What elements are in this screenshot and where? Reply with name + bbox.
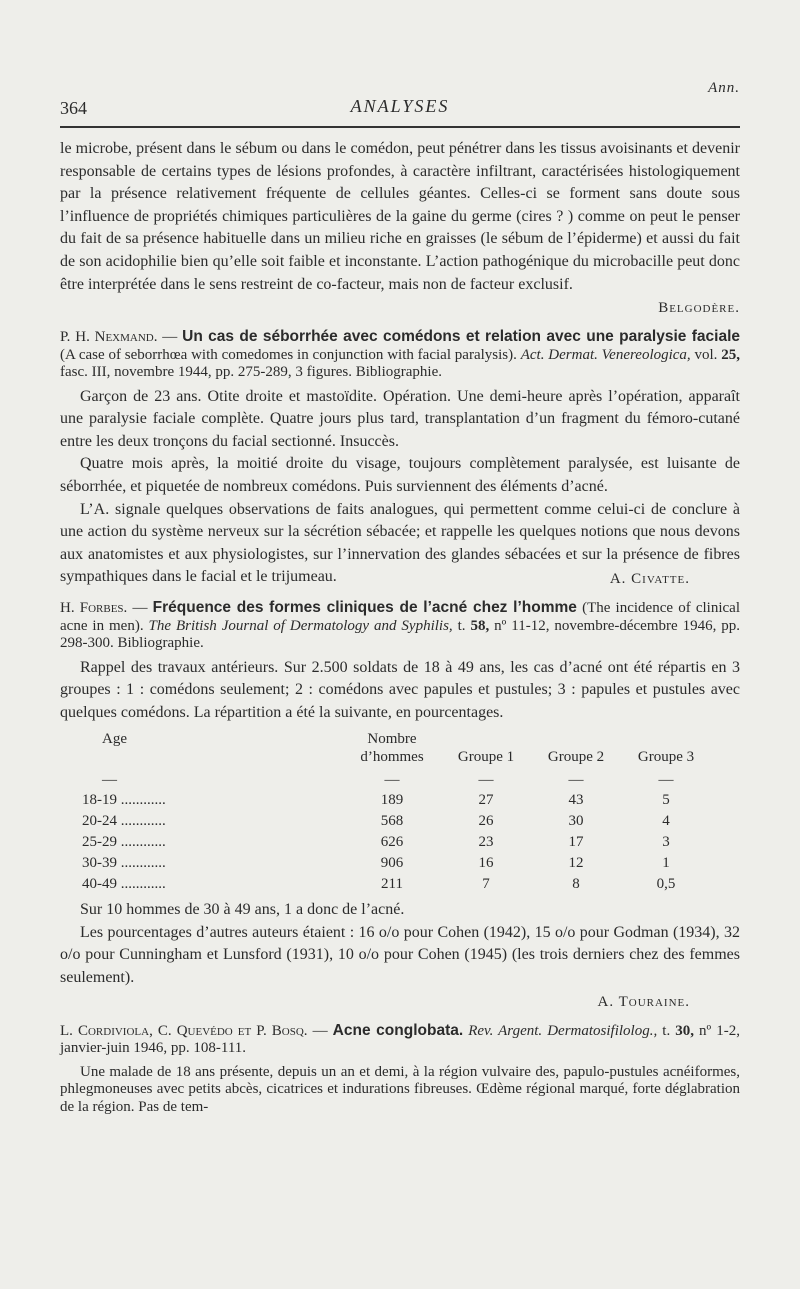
- age-cell: 30-39 ............: [82, 855, 166, 872]
- citation-details: nº 1-2, janvier-juin 1946, pp. 108-111.: [60, 1022, 741, 1057]
- review-cordiviola-reference: [60, 1022, 740, 1058]
- dash-cell: —: [568, 772, 584, 789]
- signature-civatte: A. Civatte.: [609, 571, 690, 587]
- citation-details: fasc. III, novembre 1944, pp. 275-289, 3 figures. Bibliographie.: [60, 364, 442, 381]
- page-content: [60, 138, 740, 1116]
- volume-prefix: t.: [452, 617, 471, 634]
- dash-cell: —: [478, 772, 494, 789]
- men-count-cell: 906: [380, 855, 404, 872]
- dash-cell: —: [658, 772, 674, 789]
- review-title: Un cas de séborrhée avec comédons et relation avec une paralysie faciale: [182, 328, 741, 346]
- review-paragraph: Rappel des travaux antérieurs. Sur 2.500 soldats de 18 à 49 ans, les cas d’acné ont été répartis en 3 groupes : 1 : comédons seulement; 2 : comédons avec papules et pustules; 3 : papules et pustules avec quelques comédons. La répartition a été la suivante, en pourcentages.: [60, 658, 740, 721]
- group3-cell: 0,5: [656, 876, 676, 893]
- review-forbes-reference: [60, 599, 740, 653]
- signature-touraine: A. Touraine.: [597, 993, 690, 1010]
- review-paragraph: Une malade de 18 ans présente, depuis un an et demi, à la région vulvaire des, papulo-pustules acnéiformes, phlegmoneuses avec petits abcès, cicatrices et indurations fibreuses. Œdème régional marqué, forte déglabration de la région. Pas de tem-: [60, 1063, 740, 1115]
- column-header-men: Nombre d’hommes: [360, 731, 424, 766]
- review-paragraph: Garçon de 23 ans. Otite droite et mastoïdite. Opération. Une demi-heure après l’opération, apparaît une paralysie faciale complète. Quatre jours plus tard, transplantation d’un fragment du fémoro-cutané entre les deux tronçons du facial sectionné. Insuccès.: [60, 387, 740, 450]
- em-dash: —: [127, 600, 153, 616]
- group3-cell: 5: [662, 792, 670, 809]
- volume-prefix: t.: [657, 1022, 676, 1039]
- original-title: (A case of seborrhœa with comedomes in conjunction with facial paralysis).: [60, 346, 517, 363]
- group3-cell: 3: [662, 834, 670, 851]
- citation-details: nº 11-12, novembre-décembre 1946, pp. 298-300. Bibliographie.: [60, 617, 741, 651]
- column-header-age: Age: [102, 731, 127, 748]
- dash-cell: —: [384, 772, 400, 789]
- acne-percentage-table: [82, 730, 710, 895]
- intro-paragraph: le microbe, présent dans le sébum ou dans le comédon, peut pénétrer dans les tissus avoisinants et devenir responsable de certains types de lésions profondes, à caractère infiltrant, caractérisées histologiquement par la présence relativement fréquente de cellules géantes. Celles-ci se forment sans doute sous l’influence de propriétés chimiques particulières de la gaine du germe (cires ? ) comme on peut le penser du fait de sa présence habituelle dans un milieu riche en graisses (le sébum de l’épiderme) et aussi du fait de son acidophilie bien qu’elle soit faible et inconstante. L’action pathogénique du microbacille peut donc être interprétée dans le sens restreint de co-facteur, mais non de facteur exclusif.: [60, 140, 740, 293]
- group1-cell: 7: [482, 876, 490, 893]
- review-paragraph: Sur 10 hommes de 30 à 49 ans, 1 a donc de l’acné.: [80, 901, 405, 919]
- column-header-group3: Groupe 3: [637, 749, 695, 766]
- group1-cell: 27: [478, 792, 494, 809]
- review-paragraph: L’A. signale quelques observations de faits analogues, qui permettent comme celui-ci de conclure à une action du système nerveux sur la sécrétion sébacée; et rappelle les quelques notions que nous devons aux anatomistes et aux physiologistes, sur l’innervation des glandes sébacées et sur la présence de fibres sympathiques dans le facial et le trijumeau.: [60, 500, 740, 586]
- journal-name: The British Journal of Dermatology and Syphilis,: [143, 617, 453, 634]
- volume-number: 58,: [470, 617, 490, 634]
- journal-abbreviation: Ann.: [708, 80, 740, 96]
- volume-number: 30,: [675, 1022, 694, 1039]
- men-count-cell: 626: [380, 834, 404, 851]
- review-paragraph: Les pourcentages d’autres auteurs étaient : 16 o/o pour Cohen (1942), 15 o/o pour Godman (1934), 32 o/o pour Cunningham et Lunsford (1931), 10 o/o pour Cohen (1945) (les trois derniers chez des femmes seulement).: [60, 923, 740, 987]
- running-title: ANALYSES: [350, 96, 450, 116]
- age-cell: 40-49 ............: [82, 876, 166, 893]
- review-title: Acne conglobata.: [332, 1021, 464, 1039]
- table-row: [82, 853, 710, 874]
- review-author: H. Forbes.: [60, 600, 128, 616]
- table-row: [82, 874, 710, 895]
- review-title: Fréquence des formes cliniques de l’acné chez l’homme: [152, 599, 577, 616]
- journal-name: Act. Dermat. Venereologica,: [520, 346, 691, 363]
- em-dash: —: [307, 1022, 333, 1039]
- men-count-cell: 211: [381, 876, 403, 893]
- volume-number: 25,: [721, 346, 741, 363]
- review-author: P. H. Nexmand.: [60, 329, 158, 346]
- review-nexmand-reference: [60, 328, 740, 382]
- group1-cell: 26: [478, 813, 494, 830]
- group2-cell: 43: [568, 792, 584, 809]
- column-header-group1: Groupe 1: [457, 749, 515, 766]
- group1-cell: 23: [478, 834, 494, 851]
- group2-cell: 8: [572, 876, 580, 893]
- table-row: [82, 811, 710, 832]
- page-number: 364: [60, 98, 87, 118]
- table-row: [82, 790, 710, 811]
- group2-cell: 12: [568, 855, 584, 872]
- review-author: L. Cordiviola, C. Quevédo et P. Bosq.: [60, 1022, 308, 1039]
- journal-name: Rev. Argent. Dermatosifilolog.,: [463, 1022, 658, 1039]
- group3-cell: 1: [662, 855, 670, 872]
- age-cell: 25-29 ............: [82, 834, 166, 851]
- table-header-row: [82, 730, 710, 766]
- page-header: [60, 80, 740, 120]
- group2-cell: 30: [568, 813, 584, 830]
- review-paragraph: Quatre mois après, la moitié droite du visage, toujours complètement paralysée, est luisante de séborrhée, et piquetée de nombreux comédons. Puis surviennent des éléments d’acné.: [60, 455, 740, 496]
- column-header-group2: Groupe 2: [547, 749, 605, 766]
- group3-cell: 4: [662, 813, 670, 830]
- original-title: (The incidence of clinical acne in men).: [60, 600, 740, 634]
- volume-prefix: vol.: [690, 346, 722, 363]
- header-rule: [60, 126, 740, 128]
- age-cell: 20-24 ............: [82, 813, 166, 830]
- signature-belgodere: Belgodère.: [658, 300, 740, 317]
- men-count-cell: 568: [380, 813, 404, 830]
- table-row: [82, 832, 710, 853]
- em-dash: —: [157, 329, 183, 346]
- age-cell: 18-19 ............: [82, 792, 166, 809]
- table-dash-row: [82, 766, 710, 790]
- group2-cell: 17: [568, 834, 584, 851]
- men-count-cell: 189: [380, 792, 404, 809]
- dash-cell: —: [102, 772, 117, 789]
- group1-cell: 16: [478, 855, 494, 872]
